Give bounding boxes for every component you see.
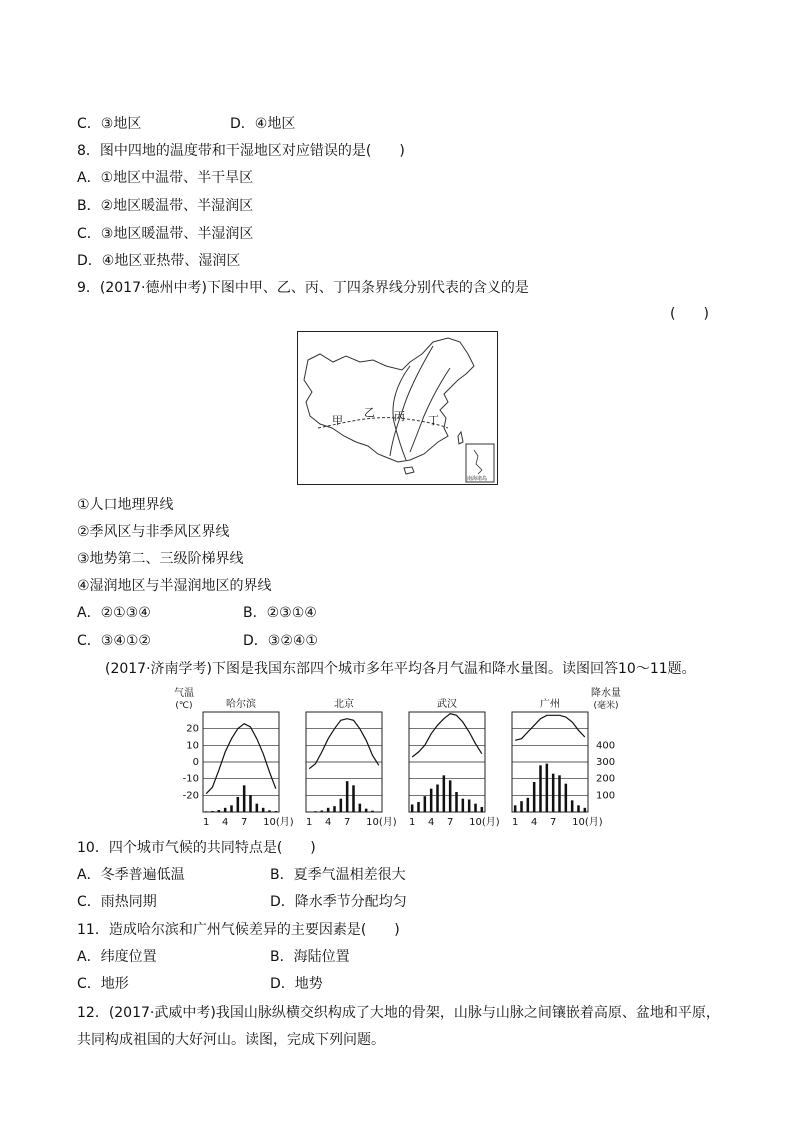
y-right-tick-3: 100 (596, 790, 616, 802)
precip-bar-2-0 (411, 805, 414, 813)
q10-option-b: B．夏季气温相差很大 (270, 867, 406, 883)
precip-bar-0-1 (211, 811, 214, 812)
x-tick-0-0: 1 (202, 817, 210, 828)
temperature-line-3 (515, 715, 585, 740)
precip-bar-3-2 (527, 798, 530, 812)
y-left-tick-0: 20 (186, 723, 199, 735)
q12-line-2: 共同构成祖国的大好河山。读图，完成下列问题。 (77, 1032, 385, 1048)
q12-line-1: 12．(2017·武威中考)我国山脉纵横交织构成了大地的骨架，山脉与山脉之间镶嵌着高原、盆地和平原， (77, 1005, 720, 1021)
precip-bar-2-4 (436, 785, 439, 813)
precip-bar-1-2 (321, 811, 324, 813)
china-map-figure (298, 332, 497, 484)
temperature-line-1 (309, 719, 379, 769)
precip-bar-0-6 (243, 785, 246, 812)
temperature-line-2 (412, 714, 482, 757)
precip-bar-3-9 (571, 800, 574, 812)
q9-item-2: ②季风区与非季风区界线 (77, 524, 230, 540)
precip-bar-1-8 (359, 804, 362, 812)
precip-bar-2-1 (417, 802, 420, 812)
inset-label: 南海诸岛 (467, 476, 488, 482)
precip-bar-2-8 (462, 799, 465, 812)
x-tick-3-3: 10(月) (572, 817, 603, 828)
city-name-1: 北京 (334, 699, 354, 710)
q9-stem: 9．(2017·德州中考)下图中甲、乙、丙、丁四条界线分别代表的含义的是 (77, 280, 529, 296)
y-right-tick-1: 300 (596, 757, 616, 768)
precip-bar-1-10 (371, 811, 374, 812)
y-left-tick-1: 10 (186, 740, 199, 752)
boundary-line-bing (390, 346, 433, 456)
precip-bar-3-11 (584, 808, 587, 812)
q11-option-b: B．海陆位置 (270, 949, 350, 965)
precip-bar-1-9 (365, 809, 368, 812)
q9-item-4: ④湿润地区与半湿润地区的界线 (77, 578, 272, 594)
city-name-3: 广州 (540, 699, 560, 710)
china-boundary-map (297, 331, 498, 485)
q9-option-d: D．③②④① (243, 633, 318, 649)
q10-option-a: A．冬季普遍低温 (77, 867, 185, 883)
x-tick-1-3: 10(月) (366, 817, 397, 828)
precip-bar-0-8 (256, 804, 259, 812)
q9-option-b: B．②③①④ (243, 605, 317, 621)
precip-bar-1-7 (352, 785, 355, 812)
map-label-jia: 甲 (332, 414, 343, 427)
precip-bar-2-11 (481, 807, 484, 812)
x-tick-1-1: 4 (324, 817, 332, 828)
y-left-tick-2: 0 (192, 757, 199, 768)
city-name-0: 哈尔滨 (226, 699, 256, 710)
y-right-label: 降水量 (591, 688, 621, 699)
y-left-unit: (℃) (175, 701, 193, 711)
x-tick-1-2: 7 (343, 817, 351, 828)
y-right-tick-0: 400 (596, 740, 616, 752)
q10-11-intro: (2017·济南学考)下图是我国东部四个城市多年平均各月气温和降水量图。读图回答10～11题。 (105, 661, 696, 677)
china-outline (304, 338, 474, 462)
precip-bar-0-3 (224, 808, 227, 812)
precip-bar-3-8 (565, 784, 568, 812)
precip-bar-3-4 (539, 765, 542, 812)
x-tick-2-3: 10(月) (469, 817, 500, 828)
precip-bar-2-5 (443, 775, 446, 812)
precip-bar-3-5 (546, 764, 549, 812)
map-label-yi: 乙 (364, 406, 375, 419)
precip-bar-3-3 (533, 782, 536, 812)
precip-bar-0-10 (268, 810, 271, 812)
precip-bar-2-2 (424, 796, 427, 812)
q9-option-c: C．③④①② (77, 633, 151, 649)
q11-option-c: C．地形 (77, 976, 129, 992)
q9-answer-paren: ( ) (670, 306, 709, 322)
precip-bar-0-2 (218, 810, 221, 812)
y-left-label: 气温 (174, 688, 194, 699)
y-left-tick-4: -20 (182, 790, 199, 802)
precip-bar-2-3 (430, 789, 433, 812)
q7-option-d: D．④地区 (230, 116, 296, 132)
precip-bar-3-0 (514, 805, 517, 812)
precip-bar-1-11 (378, 812, 381, 813)
precip-bar-2-6 (449, 780, 452, 812)
x-tick-0-2: 7 (240, 817, 248, 828)
x-tick-2-1: 4 (427, 817, 435, 828)
precip-bar-1-6 (346, 781, 349, 812)
precip-bar-1-4 (333, 806, 336, 812)
climate-charts-svg (170, 684, 621, 834)
y-right-tick-2: 200 (596, 773, 616, 785)
boundary-line-ding (410, 368, 450, 452)
q8-option-d: D．④地区亚热带、湿润区 (77, 253, 241, 269)
x-tick-1-0: 1 (305, 817, 313, 828)
map-label-ding: 丁 (428, 414, 439, 427)
precip-bar-0-7 (249, 795, 252, 812)
map-label-bing: 丙 (394, 410, 405, 423)
precip-bar-0-4 (230, 805, 233, 812)
x-tick-0-1: 4 (221, 817, 229, 828)
precip-bar-3-7 (558, 775, 561, 812)
x-tick-3-0: 1 (511, 817, 519, 828)
precip-bar-3-10 (577, 805, 580, 812)
temperature-line-0 (206, 724, 276, 794)
y-right-unit: (毫米) (593, 701, 619, 711)
precip-bar-1-0 (308, 812, 311, 813)
precip-bar-3-1 (520, 801, 523, 812)
precip-bar-2-7 (455, 792, 458, 812)
y-left-tick-3: -10 (182, 773, 199, 785)
q7-option-c: C．③地区 (77, 116, 142, 132)
q10-option-c: C．雨热同期 (77, 894, 157, 910)
precip-bar-3-6 (552, 774, 555, 812)
q11-option-a: A．纬度位置 (77, 949, 157, 965)
q9-item-3: ③地势第二、三级阶梯界线 (77, 551, 244, 567)
precip-bar-1-1 (314, 811, 317, 812)
q10-option-d: D．降水季节分配均匀 (270, 894, 407, 910)
precip-bar-1-5 (340, 799, 343, 812)
x-tick-3-2: 7 (549, 817, 557, 828)
precip-bar-1-3 (327, 808, 330, 812)
x-tick-2-2: 7 (446, 817, 454, 828)
x-tick-2-0: 1 (408, 817, 416, 828)
q11-option-d: D．地势 (270, 976, 323, 992)
precip-bar-0-9 (262, 808, 265, 812)
q9-item-1: ①人口地理界线 (77, 497, 174, 513)
x-tick-3-1: 4 (530, 817, 538, 828)
q9-option-a: A．②①③④ (77, 605, 151, 621)
q10-stem: 10．四个城市气候的共同特点是( ) (77, 840, 316, 856)
precip-bar-0-5 (237, 797, 240, 812)
climate-charts (170, 684, 621, 834)
precip-bar-0-11 (275, 811, 278, 812)
q8-option-b: B．②地区暖温带、半湿润区 (77, 198, 254, 214)
q8-option-a: A．①地区中温带、半干旱区 (77, 170, 254, 186)
city-name-2: 武汉 (437, 699, 457, 710)
q8-option-c: C．③地区暖温带、半湿润区 (77, 226, 254, 242)
taiwan-island (458, 432, 463, 444)
hainan-island (404, 467, 414, 474)
q11-stem: 11．造成哈尔滨和广州气候差异的主要因素是( ) (77, 922, 400, 938)
precip-bar-2-9 (468, 800, 471, 813)
x-tick-0-3: 10(月) (263, 817, 294, 828)
precip-bar-2-10 (474, 804, 477, 812)
q8-stem: 8．图中四地的温度带和干湿地区对应错误的是( ) (77, 143, 405, 159)
precip-bar-0-0 (205, 811, 208, 812)
